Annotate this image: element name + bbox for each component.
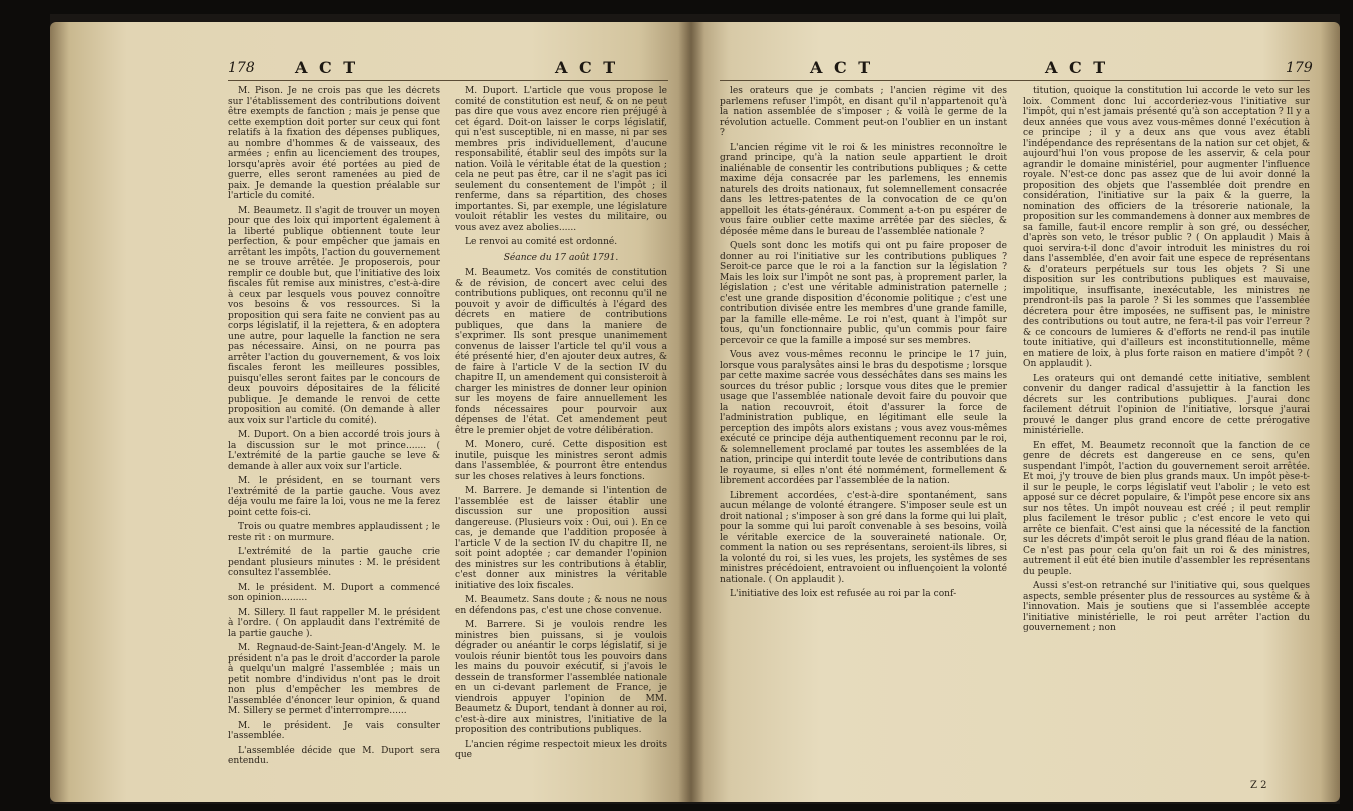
paragraph: L'ancien régime respectoit mieux les droits que [455,739,667,760]
paragraph: M. le président. Je vais consulter l'assemblée. [228,720,440,741]
paragraph: les orateurs que je combats ; l'ancien régime vit des parlemens refuser l'impôt, en disant qu'il n'appartenoit qu'à la nation assemblée de s'imposer ; & voilà le germe de la révolution actuelle. Comment peut-on l'oublier en un instant ? [720,86,1007,138]
running-head-left-col2: A C T [555,58,619,77]
running-head-left-col1: A C T [295,58,359,77]
paragraph: M. Beaumetz. Sans doute ; & nous ne nous en défendons pas, c'est une chose convenue. [455,595,667,616]
paragraph: L'assemblée décide que M. Duport sera entendu. [228,745,440,766]
paragraph: M. Regnaud-de-Saint-Jean-d'Angely. M. le président n'a pas le droit d'accorder la parole à quelqu'un malgré l'assemblée ; mais un petit nombre d'individus n'ont pas le droit non plus d'empêcher les membres de l'assemblée d'énoncer leur opinion, & quand M. Sillery se permet d'interrompre...... [228,643,440,716]
paragraph: Aussi s'est-on retranché sur l'initiative qui, sous quelques aspects, semble présenter plus de ressources au systême & à l'innovation. Mais je soutiens que si l'assemblée accepte l'initiative ministérielle, le roi peut arrêter l'action du gouvernement ; non [1023,581,1310,633]
page-number-left: 178 [228,60,255,76]
book-spread [50,14,1340,804]
paragraph: M. Sillery. Il faut rappeller M. le président à l'ordre. ( On applaudit dans l'extrémité de la partie gauche ). [228,607,440,639]
left-page-column-1 [228,86,440,786]
running-head-right-col1: A C T [810,58,874,77]
paragraph: Vous avez vous-mêmes reconnu le principe le 17 juin, lorsque vous paralysâtes ainsi le bras du despotisme ; lorsque par cette maxime sacrée vous desséchâtes dans ses mains les sources du trésor public ; lorsque vous dites que le premier usage que l'assemblée nationale devoit faire du pouvoir que la nation recouvroit, étoit d'assurer la force de l'administration publique, en légitimant elle seule la perception des impôts alors existans ; vous avez vous-mêmes exécuté ce principe déja authentiquement reconnu par le roi, & solemnellement proclamé par toutes les assemblées de la nation, principe qui interdit toute levée de contributions dans le royaume, si elles n'ont été nommément, formellement & librement accordées par l'assemblée de la nation. [720,350,1007,486]
paragraph: titution, quoique la constitution lui accorde le veto sur les loix. Comment donc lui accorderiez-vous l'initiative sur l'impôt, qui n'est jamais présenté qu'à son acceptation ? Il y a deux années que vous avez vous-mêmes donné l'exécution à ce principe ; il y a deux ans que vous avez établi l'indépendance des représentans de la nation sur cet objet, & aujourd'hui l'on vous propose de les asservir, & cela pour agrandir le domaine ministériel, pour augmenter l'influence royale. N'est-ce donc pas assez que de lui avoir donné la proposition des objets que l'assemblée doit prendre en considération, l'initiative sur la paix & la guerre, la nomination des officiers de la trésorerie nationale, la proposition sur les commandemens à donner aux membres de sa famille, faut-il encore remplir à son gré, ou dessécher, d'après son veto, le trésor public ? ( On applaudit ) Mais à quoi servira-t-il donc d'avoir introduit les ministres du roi dans l'assemblée, d'en avoir fait une espece de représentans & d'orateurs perpétuels sur tous les objets ? Si une disposition sur les contributions publiques est mauvaise, impolitique, insuffisante, inexécutable, les ministres ne prendront-ils pas la parole ? Si les sommes que l'assemblée décretera pour être imposées, ne suffisent pas, le ministre des contributions ou tout autre, ne fera-t-il pas voir l'erreur ? & ce concours de lumieres & d'efforts ne rend-il pas inutile toute initiative, qui d'ailleurs est inconstitutionnelle, même en matiere de loix, à plus forte raison en matiere d'impôt ? ( On applaudit ). [1023,86,1310,369]
paragraph: M. Monero, curé. Cette disposition est inutile, puisque les ministres seront admis dans l'assemblée, & pourront être entendus sur les choses relatives à leurs fonctions. [455,440,667,482]
paragraph: L'ancien régime vit le roi & les ministres reconnoître le grand principe, qu'à la nation seule appartient le droit inaliénable de consentir les contributions publiques ; & cette maxime déja consacrée par les parlemens, les ennemis naturels des droits nationaux, fut solemnellement consacrée dans les lettres-patentes de la convocation de ce qu'on appelloit les états-généraux. Comment a-t-on pu espérer de vous faire oublier cette maxime arrêtée par des siècles, & déposée même dans le bureau de l'assemblée nationale ? [720,142,1007,237]
right-page-column-2 [1023,86,1310,776]
book-gutter [678,22,704,802]
paragraph: M. Beaumetz. Il s'agit de trouver un moyen pour que des loix qui importent également à la liberté publique obtiennent toute leur perfection, & pour empêcher que jamais en arrêtant les impôts, l'action du gouvernement ne se trouve arrêtée. Je proposerois, pour remplir ce double but, que l'initiative des loix fiscales fût remise aux ministres, c'est-à-dire à ceux par lesquels vous pouvez connoître vos besoins & vos ressources. Si la proposition qui sera faite ne convient pas au corps législatif, il la rejettera, & en adoptera une autre, pour laquelle la fanction ne sera pas nécessaire. Ainsi, on ne pourra pas arrêter l'action du gouvernement, & vos loix fiscales feront les meilleures possibles, puisqu'elles seront faites par le concours de deux pouvoirs dépositaires de la félicité publique. Je demande le renvoi de cette proposition au comité. (On demande à aller aux voix sur l'article du comité). [228,205,440,426]
paragraph: Séance du 17 août 1791. [503,252,619,263]
left-page-column-2 [455,86,667,786]
paragraph: M. le président, en se tournant vers l'extrémité de la partie gauche. Vous avez déja voulu me faire la loi, vous ne me la ferez point cette fois-ci. [228,476,440,518]
paragraph: M. Duport. L'article que vous propose le comité de constitution est neuf, & on ne peut pas dire que vous avez encore rien préjugé à cet égard. Doit-on laisser le corps législatif, qui n'est susceptible, ni en masse, ni par ses membres pris individuellement, d'aucune responsabilité, établir seul des impôts sur la nation. Voilà le véritable état de la question ; cela ne peut pas être, car il ne s'agit pas ici seulement du consentement de l'impôt ; il renferme, dans sa répartition, des choses importantes. Si, par exemple, une législature vouloit rétablir les vestes du militaire, ou vous avez avez abolies...... [455,86,667,233]
running-head-right-col2: A C T [1045,58,1109,77]
paragraph: Trois ou quatre membres applaudissent ; le reste rit : on murmure. [228,522,440,543]
paragraph: Librement accordées, c'est-à-dire spontanément, sans aucun mélange de volonté étrangere. S'imposer seule est un droit national ; s'imposer à son gré dans la forme qui lui plaît, pour la somme qui lui paroît convenable à ses besoins, voilà le véritable exercice de la souveraineté nationale. Or, comment la nation ou ses représentans, seroient-ils libres, si la volonté du roi, si les vues, les projets, les systêmes de ses ministres précédoient, entravoient ou influençoient la volonté nationale. ( On applaudit ). [720,490,1007,585]
paragraph: L'extrémité de la partie gauche crie pendant plusieurs minutes : M. le président consultez l'assemblée. [228,547,440,578]
signature-mark: Z 2 [1250,780,1267,791]
page-number-right: 179 [1286,60,1313,76]
paragraph: M. le président. M. Duport a commencé son opinion......... [228,582,440,603]
paragraph: M. Beaumetz. Vos comités de constitution & de révision, de concert avec celui des contributions publiques, ont reconnu qu'il ne pouvoit y avoir de difficultés à l'égard des décrets en matiere de contributions publiques, que dans la maniere de s'exprimer. Ils sont presque unanimement convenus de laisser l'article tel qu'il vous a été présenté hier, d'en ajouter deux autres, & de faire à l'article V de la section IV du chapitre II, un amendement qui consisteroit à charger les ministres de donner leur opinion sur les moyens de faire annuellement les fonds nécessaires pour pourvoir aux dépenses de l'état. Cet amendement peut être le premier objet de votre délibération. [455,268,667,436]
left-page [50,22,690,802]
header-rule-left [228,80,668,81]
paragraph: M. Barrere. Si je voulois rendre les ministres bien puissans, si je voulois dégrader ou anéantir le corps législatif, si je voulois réunir bientôt tous les pouvoirs dans les mains du pouvoir exécutif, si j'avois le dessein de transformer l'assemblée nationale en un ci-devant parlement de France, je viendrois appuyer l'opinion de MM. Beaumetz & Duport, tendant à donner au roi, c'est-à-dire aux ministres, l'initiative de la proposition des contributions publiques. [455,620,667,735]
paragraph: M. Pison. Je ne crois pas que les décrets sur l'établissement des contributions doivent être exempts de fanction ; mais je pense que cette exemption doit porter sur ceux qui font relatifs à la fixation des dépenses publiques, au nombre d'hommes & de vaisseaux, des armées ; enfin au licenciement des troupes, lorsqu'après avoir été portées au pied de guerre, elles seront ramenées au pied de paix. Je demande la question préalable sur l'article du comité. [228,86,440,201]
paragraph: En effet, M. Beaumetz reconnoît que la fanction de ce genre de décrets est dangereuse en ce sens, qu'en suspendant l'impôt, l'action du gouvernement seroit arrêtée. Et moi, j'y trouve de bien plus grands maux. Un impôt pèse-t-il sur le peuple, le corps législatif veut l'abolir ; le veto est apposé sur ce décret populaire, & l'impôt pese encore six ans sur nos têtes. Un impôt nouveau est créé ; il peut remplir plus facilement le trésor public ; c'est encore le veto qui arrête ce bienfait. C'est ainsi que la nécessité de la fanction sur les décrets d'impôt seroit le plus grand fléau de la nation. Ce n'est pas pour cela qu'on fait un roi & des ministres, autrement il eût été bien inutile d'assembler les représentans du peuple. [1023,440,1310,577]
paragraph: Quels sont donc les motifs qui ont pu faire proposer de donner au roi l'initiative sur les contributions publiques ? Seroit-ce parce que le roi a la fanction sur la législation ? Mais les loix sur l'impôt ne sont pas, à proprement parler, la législation ; c'est une véritable administration paternelle ; c'est une grande disposition d'économie politique ; c'est une contribution divisée entre les membres d'une grande famille, par la famille elle-même. Le roi n'est, quant à l'impôt sur tous, qu'un fonctionnaire public, qu'un commis pour faire percevoir ce que la famille a imposé sur ses membres. [720,241,1007,346]
right-page [690,22,1340,802]
paragraph: M. Barrere. Je demande si l'intention de l'assemblée est de laisser établir une discussion sur une proposition aussi dangereuse. (Plusieurs voix : Oui, oui ). En ce cas, je demande que l'addition proposée à l'article V de la section IV du chapitre II, ne soit point adoptée ; car demander l'opinion des ministres sur les contributions à établir, c'est donner aux ministres la véritable initiative des loix fiscales. [455,486,667,591]
paragraph: L'initiative des loix est refusée au roi par la conf- [730,589,957,599]
paragraph: Le renvoi au comité est ordonné. [465,237,618,247]
right-page-column-1 [720,86,1007,776]
paragraph: M. Duport. On a bien accordé trois jours à la discussion sur le mot prince....... ( L'extrémité de la partie gauche se leve & demande à aller aux voix sur l'article. [228,430,440,472]
header-rule-right [720,80,1310,81]
paragraph: Les orateurs qui ont demandé cette initiative, semblent convenir du danger radical d'assujettir à la fanction les décrets sur les contributions publiques. J'aurai donc facilement détruit l'opinion de l'initiative, lorsque j'aurai prouvé le danger plus grand encore de cette prérogative ministérielle. [1023,373,1310,436]
